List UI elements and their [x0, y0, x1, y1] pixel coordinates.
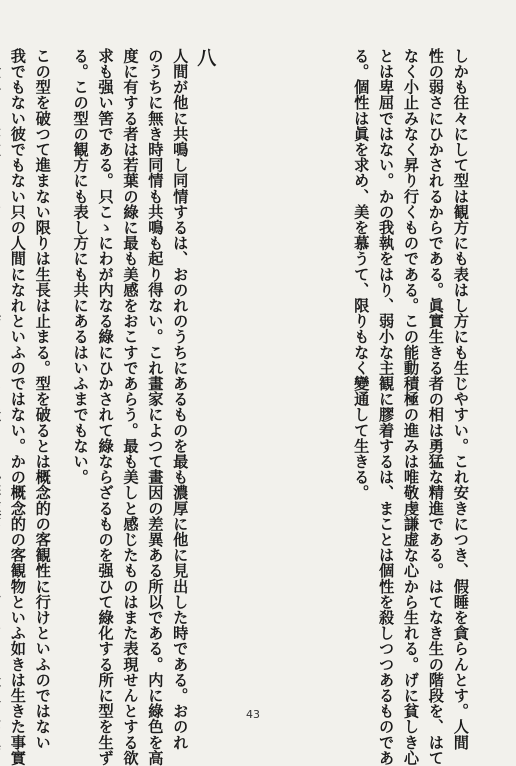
text-line [0, 48, 5, 658]
text-line: 度に有する者は若葉の綠に最も美感をおこすであらう。最も美しと感じたものはまた表現せんとする欲 [121, 48, 140, 766]
text-line: しかも往々にして型は観方にも表はし方にも生じやすい。これ安きにつき、假睡を貪らんとす。人間 [451, 48, 470, 750]
text-line: 我でもない彼でもない只の人間になれといふのではない。かの概念的の客観物といふ如きは生きた事實 [8, 48, 27, 766]
text-line: る。個性は眞を求め、美を慕うて、限りもなく變通して生きる。 [352, 48, 371, 501]
page-number: 43 [246, 708, 260, 721]
text-line: とは卑屈ではない。かの我執をはり、弱小な主観に膠着するは、まことは個性を殺しつつあるものであ [377, 48, 396, 766]
text-line: この型を破つて進まない限りは生長は止まる。型を破るとは概念的の客観性に行けといふのではない [33, 48, 52, 750]
text-line: 人間が他に共鳴し同情するは、おのれのうちにあるものを最も濃厚に他に見出した時である。おのれ [171, 48, 190, 750]
text-line: のうちに無き時同情も共鳴も起り得ない。これ畫家によつて畫因の差異ある所以である。内に綠色を高 [146, 48, 165, 766]
text-line: 求も强い筈である。只こゝにわが内なる綠にひかされて綠ならざるものを强ひて綠化する所に型を生ず [96, 48, 115, 766]
section-number: 八 [194, 48, 217, 68]
text-line: なく小止みなく昇り行くものである。この能動積極の進みは唯敬虔謙虚な心から生れる。げに貧しき心 [402, 48, 420, 766]
text-line: る。この型の観方にも表し方にも共にあるはいふまでもない。 [71, 48, 90, 485]
text-line: 性の弱さにひかされるからである。眞實生きる者の相は勇猛な精進である。はてなき生の階段を、はて [426, 48, 445, 766]
